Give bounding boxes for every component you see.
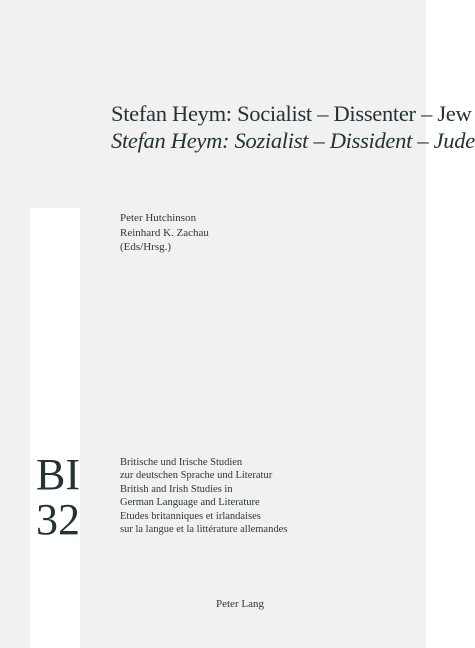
series-line: German Language and Literature: [120, 496, 260, 508]
series-line: British and Irish Studies in: [120, 484, 233, 495]
series-number: 32: [36, 495, 80, 544]
series-line: Britische und Irische Studien: [120, 457, 243, 468]
editor-name: Peter Hutchinson: [120, 212, 197, 224]
editors-block: [120, 211, 209, 255]
series-letters: BI: [36, 450, 80, 499]
white-band: [30, 208, 80, 648]
title-english: Stefan Heym: Socialist – Dissenter – Jew: [111, 101, 472, 126]
series-name-english: [120, 484, 287, 509]
series-name-german: [120, 457, 287, 482]
editor-name: Reinhard K. Zachau: [120, 226, 209, 239]
editor-role: (Eds/Hrsg.): [120, 241, 172, 253]
series-code: [30, 452, 86, 542]
publisher-name: Peter Lang: [216, 598, 264, 610]
series-description: [120, 457, 287, 538]
series-line: zur deutschen Sprache und Literatur: [120, 469, 273, 481]
title-german: Stefan Heym: Sozialist – Dissident – Jude: [111, 128, 475, 153]
series-line: sur la langue et la littérature allemandes: [120, 523, 288, 535]
series-line: Etudes britanniques et irlandaises: [120, 511, 261, 522]
series-name-french: [120, 511, 287, 536]
